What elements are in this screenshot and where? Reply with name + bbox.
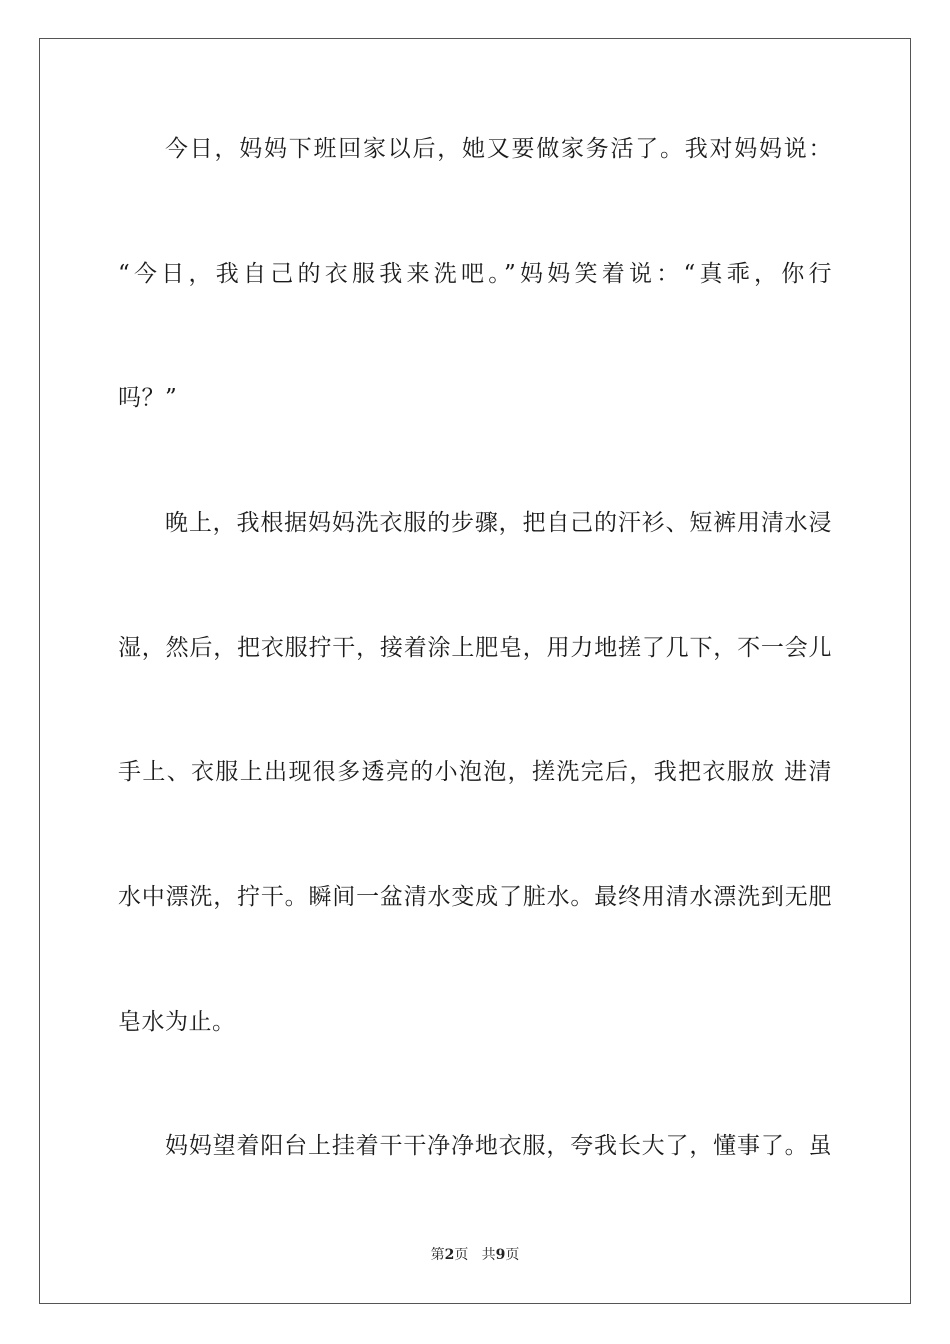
paragraph-2-line-1: 晚上，我根据妈妈洗衣服的步骤，把自己的汗衫、短裤用清水浸	[165, 510, 832, 536]
paragraph-1-line-1: 今日，妈妈下班回家以后，她又要做家务活了。我对妈妈说：	[165, 136, 832, 162]
page-total-prefix: 共	[481, 1247, 496, 1263]
page-number-current: 2	[444, 1247, 455, 1263]
page-footer	[0, 1246, 950, 1264]
paragraph-2-line-2: 湿，然后，把衣服拧干，接着涂上肥皂，用力地搓了几下，不一会儿	[118, 635, 832, 661]
page-number-suffix: 页	[454, 1247, 469, 1263]
paragraph-1-line-2: “今日，我自己的衣服我来洗吧。”妈妈笑着说：“真乖，你行	[118, 261, 832, 287]
paragraph-3-line-1: 妈妈望着阳台上挂着干干净净地衣服，夸我长大了，懂事了。虽	[165, 1133, 832, 1159]
paragraph-2-line-3: 手上、衣服上出现很多透亮的小泡泡，搓洗完后，我把衣服放 进清	[118, 759, 832, 785]
paragraph-2-line-4: 水中漂洗，拧干。瞬间一盆清水变成了脏水。最终用清水漂洗到无肥	[118, 884, 832, 910]
page-total-suffix: 页	[505, 1247, 520, 1263]
page-border	[39, 38, 911, 1304]
page-number-prefix: 第	[430, 1247, 445, 1263]
page-total: 9	[495, 1247, 506, 1263]
paragraph-2-line-5: 皂水为止。	[118, 1009, 236, 1035]
paragraph-1-line-3: 吗？”	[118, 385, 178, 411]
